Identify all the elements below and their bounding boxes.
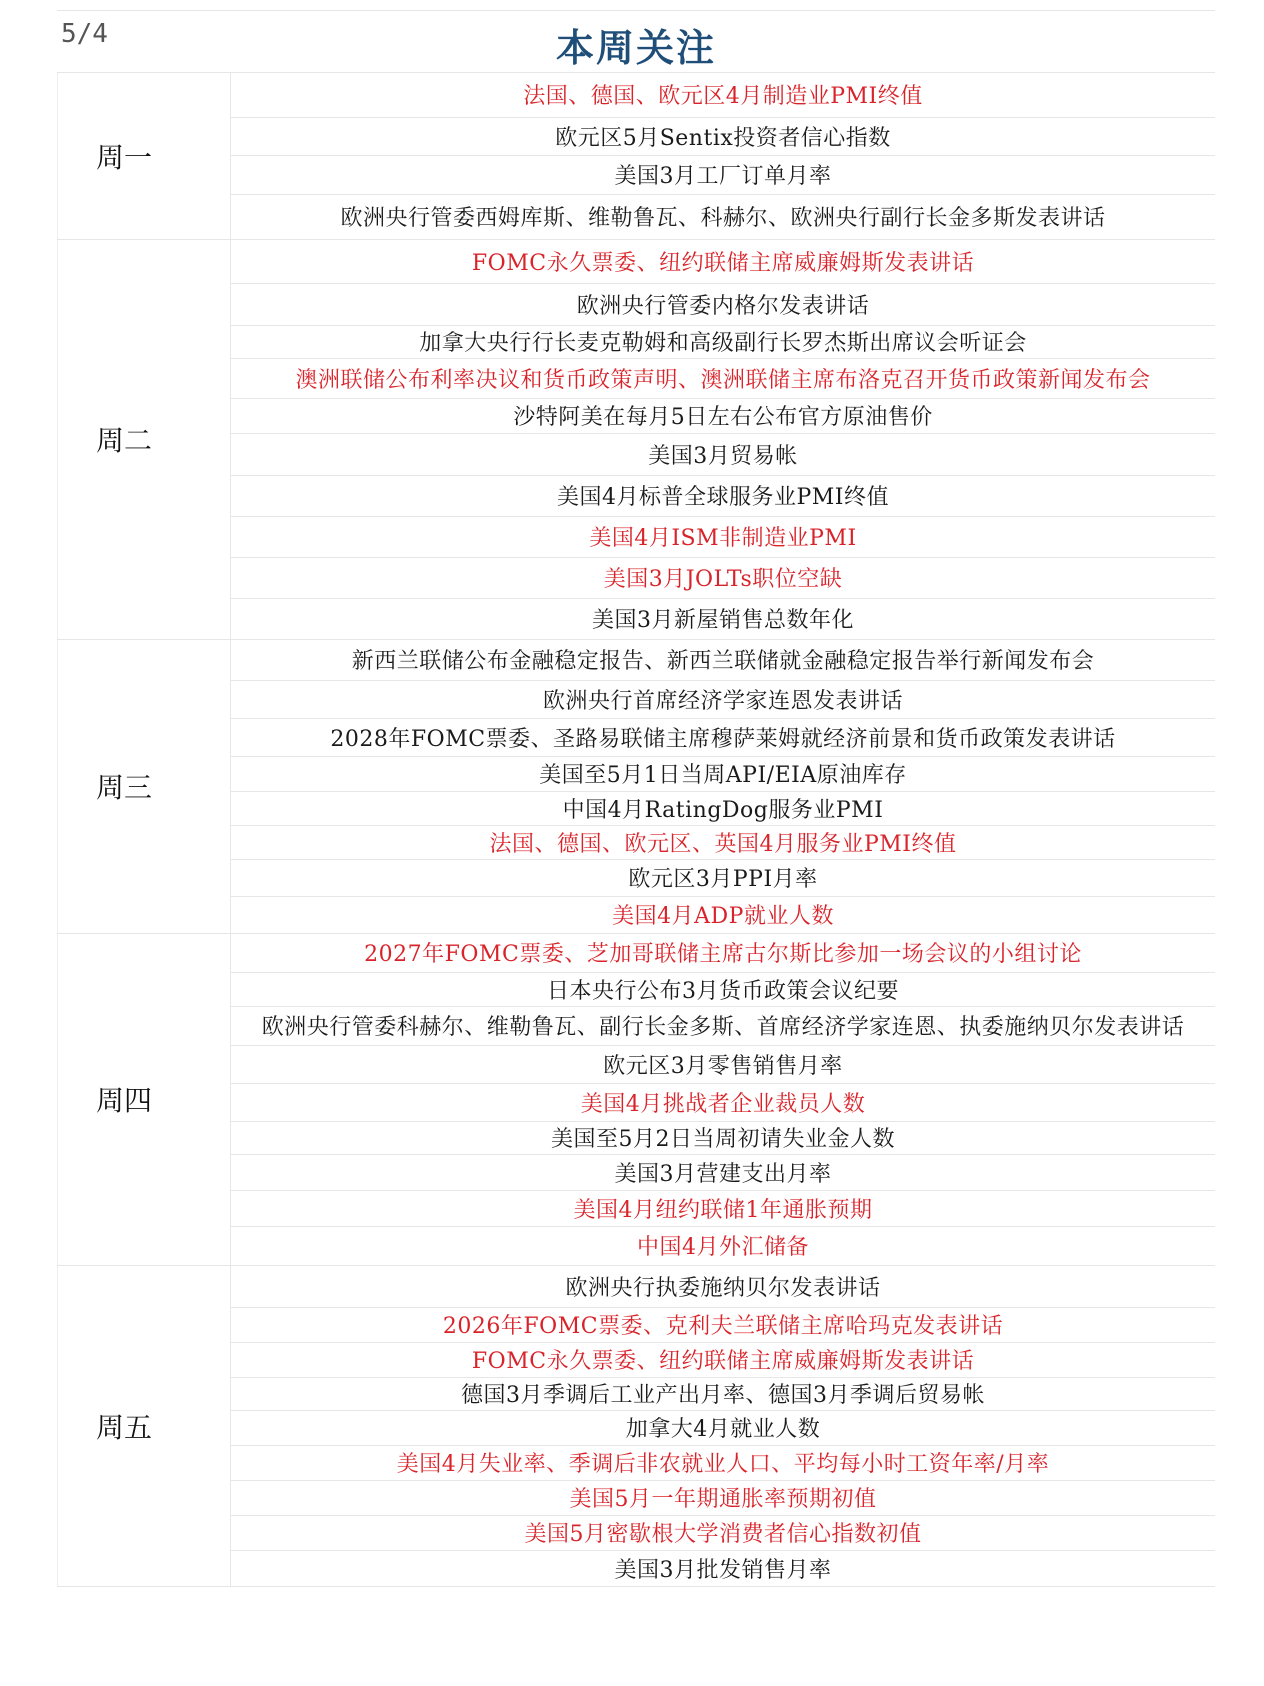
event-row [58, 155, 1216, 194]
event-item-highlighted: 美国4月挑战者企业裁员人数 [231, 1083, 1216, 1121]
event-row [58, 117, 1216, 155]
event-item-highlighted: 美国5月一年期通胀率预期初值 [231, 1480, 1216, 1515]
event-item-highlighted: 美国5月密歇根大学消费者信心指数初值 [231, 1515, 1216, 1550]
events-table [57, 73, 1215, 1587]
event-item: 美国3月营建支出月率 [231, 1154, 1216, 1190]
event-item: 加拿大4月就业人数 [231, 1410, 1216, 1445]
event-item-highlighted: 美国3月JOLTs职位空缺 [231, 557, 1216, 598]
event-row [58, 398, 1216, 433]
event-row [58, 1550, 1216, 1586]
event-item-highlighted: 2026年FOMC票委、克利夫兰联储主席哈玛克发表讲话 [231, 1307, 1216, 1342]
event-item: 2028年FOMC票委、圣路易联储主席穆萨莱姆就经济前景和货币政策发表讲话 [231, 718, 1216, 756]
event-item: 美国3月批发销售月率 [231, 1550, 1216, 1586]
event-row [58, 1307, 1216, 1342]
event-item-highlighted: 美国4月ISM非制造业PMI [231, 516, 1216, 557]
event-row [58, 1445, 1216, 1480]
event-row [58, 972, 1216, 1006]
event-row [58, 1377, 1216, 1410]
event-item: 加拿大央行行长麦克勒姆和高级副行长罗杰斯出席议会听证会 [231, 325, 1216, 358]
event-item-highlighted: 美国4月失业率、季调后非农就业人口、平均每小时工资年率/月率 [231, 1445, 1216, 1480]
event-row [58, 283, 1216, 325]
event-row [58, 475, 1216, 516]
page-title: 本周关注 [555, 25, 716, 70]
event-row [58, 933, 1216, 972]
event-item-highlighted: 中国4月外汇储备 [231, 1226, 1216, 1265]
event-item-highlighted: 2027年FOMC票委、芝加哥联储主席古尔斯比参加一场会议的小组讨论 [231, 933, 1216, 972]
event-row [58, 325, 1216, 358]
event-item-highlighted: 法国、德国、欧元区4月制造业PMI终值 [231, 73, 1216, 117]
event-item-highlighted: 澳洲联储公布利率决议和货币政策声明、澳洲联储主席布洛克召开货币政策新闻发布会 [231, 358, 1216, 398]
event-item: 中国4月RatingDog服务业PMI [231, 791, 1216, 825]
event-row [58, 859, 1216, 896]
event-row [58, 1265, 1216, 1307]
event-item: 美国至5月2日当周初请失业金人数 [231, 1121, 1216, 1154]
event-item: 德国3月季调后工业产出月率、德国3月季调后贸易帐 [231, 1377, 1216, 1410]
event-row [58, 1480, 1216, 1515]
event-item-highlighted: FOMC永久票委、纽约联储主席威廉姆斯发表讲话 [231, 1342, 1216, 1377]
event-row [58, 639, 1216, 680]
event-row [58, 680, 1216, 718]
date-label: 5/4 [61, 19, 108, 49]
event-row [58, 1154, 1216, 1190]
event-item: 欧元区5月Sentix投资者信心指数 [231, 117, 1216, 155]
event-row [58, 598, 1216, 639]
event-row [58, 756, 1216, 791]
event-row [58, 1342, 1216, 1377]
event-row [58, 239, 1216, 283]
event-item: 美国3月工厂订单月率 [231, 155, 1216, 194]
event-row [58, 433, 1216, 475]
event-row [58, 1121, 1216, 1154]
event-item: 欧洲央行管委内格尔发表讲话 [231, 283, 1216, 325]
event-row [58, 1083, 1216, 1121]
event-item-highlighted: 美国4月纽约联储1年通胀预期 [231, 1190, 1216, 1226]
event-item: 日本央行公布3月货币政策会议纪要 [231, 972, 1216, 1006]
event-row [58, 73, 1216, 117]
event-row [58, 1006, 1216, 1045]
day-label: 周五 [58, 1265, 231, 1586]
calendar-sheet [57, 10, 1215, 1587]
day-label: 周一 [58, 73, 231, 239]
event-row [58, 896, 1216, 933]
event-item-highlighted: FOMC永久票委、纽约联储主席威廉姆斯发表讲话 [231, 239, 1216, 283]
event-item: 美国3月贸易帐 [231, 433, 1216, 475]
event-row [58, 718, 1216, 756]
event-item: 欧洲央行执委施纳贝尔发表讲话 [231, 1265, 1216, 1307]
event-item: 欧洲央行管委科赫尔、维勒鲁瓦、副行长金多斯、首席经济学家连恩、执委施纳贝尔发表讲话 [231, 1006, 1216, 1045]
event-row [58, 1190, 1216, 1226]
event-item: 美国至5月1日当周API/EIA原油库存 [231, 756, 1216, 791]
event-row [58, 791, 1216, 825]
event-item: 美国4月标普全球服务业PMI终值 [231, 475, 1216, 516]
event-item: 新西兰联储公布金融稳定报告、新西兰联储就金融稳定报告举行新闻发布会 [231, 639, 1216, 680]
event-row [58, 358, 1216, 398]
day-label: 周二 [58, 239, 231, 639]
event-item: 沙特阿美在每月5日左右公布官方原油售价 [231, 398, 1216, 433]
header-bar [57, 10, 1215, 73]
event-row [58, 1226, 1216, 1265]
event-item: 美国3月新屋销售总数年化 [231, 598, 1216, 639]
day-label: 周四 [58, 933, 231, 1265]
event-row [58, 1410, 1216, 1445]
event-row [58, 557, 1216, 598]
event-item: 欧元区3月PPI月率 [231, 859, 1216, 896]
event-row [58, 194, 1216, 239]
event-item: 欧洲央行管委西姆库斯、维勒鲁瓦、科赫尔、欧洲央行副行长金多斯发表讲话 [231, 194, 1216, 239]
event-item: 欧元区3月零售销售月率 [231, 1045, 1216, 1083]
event-row [58, 516, 1216, 557]
event-row [58, 825, 1216, 859]
event-row [58, 1045, 1216, 1083]
event-row [58, 1515, 1216, 1550]
event-item-highlighted: 美国4月ADP就业人数 [231, 896, 1216, 933]
event-item: 欧洲央行首席经济学家连恩发表讲话 [231, 680, 1216, 718]
event-item-highlighted: 法国、德国、欧元区、英国4月服务业PMI终值 [231, 825, 1216, 859]
day-label: 周三 [58, 639, 231, 933]
